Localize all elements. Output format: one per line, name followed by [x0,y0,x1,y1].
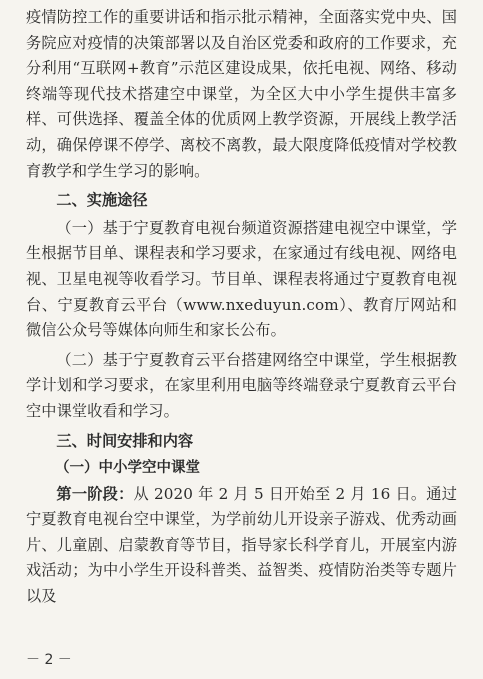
intro-paragraph: 疫情防控工作的重要讲话和指示批示精神，全面落实党中央、国务院应对疫情的决策部署以及自治区党委和政府的工作要求，充分利用“互联网+教育”示范区建设成果，依托电视、网络、移动终端等现代技术搭建空中课堂，为全区大中小学生提供丰富多样、可供选择、覆盖全体的优质网上教学资源，开展线上教学活动，确保停课不停学、离校不离教，最大限度降低疫情对学校教育教学和学生学习的影响。 [26,8,457,180]
phase1-text: 从 2020 年 2 月 5 日开始至 2 月 16 日。通过宁夏教育电视台空中课堂，为学前幼儿开设亲子游戏、优秀动画片、儿童剧、启蒙教育等节目，指导家长科学育儿，开展室内游戏活动；为中小学生开设科普类、益智类、疫情防治类等专题片以及 [26,484,458,606]
page-number: － 2 － [26,652,72,668]
phase1-lead: 第一阶段： [56,484,134,503]
implementation-paragraph-2: （二）基于宁夏教育云平台搭建网络空中课堂，学生根据教学计划和学习要求，在家里利用电脑等终端登录宁夏教育云平台空中课堂收看和学习。 [26,350,457,420]
implementation-paragraph-1: （一）基于宁夏教育电视台频道资源搭建电视空中课堂，学生根据节目单、课程表和学习要求，在家通过有线电视、网络电视、卫星电视等收看学习。节目单、课程表将通过宁夏教育电视台、宁夏教育云平台（www.nxeduyun.com）、教育厅网站和微信公众号等媒体向师生和家长公布。 [26,218,457,340]
section-heading-implementation: 二、实施途径 [56,191,148,210]
phase1-paragraph [26,482,457,610]
subsection-heading-k12: （一）中小学空中课堂 [55,460,200,477]
section-heading-schedule: 三、时间安排和内容 [56,431,194,450]
